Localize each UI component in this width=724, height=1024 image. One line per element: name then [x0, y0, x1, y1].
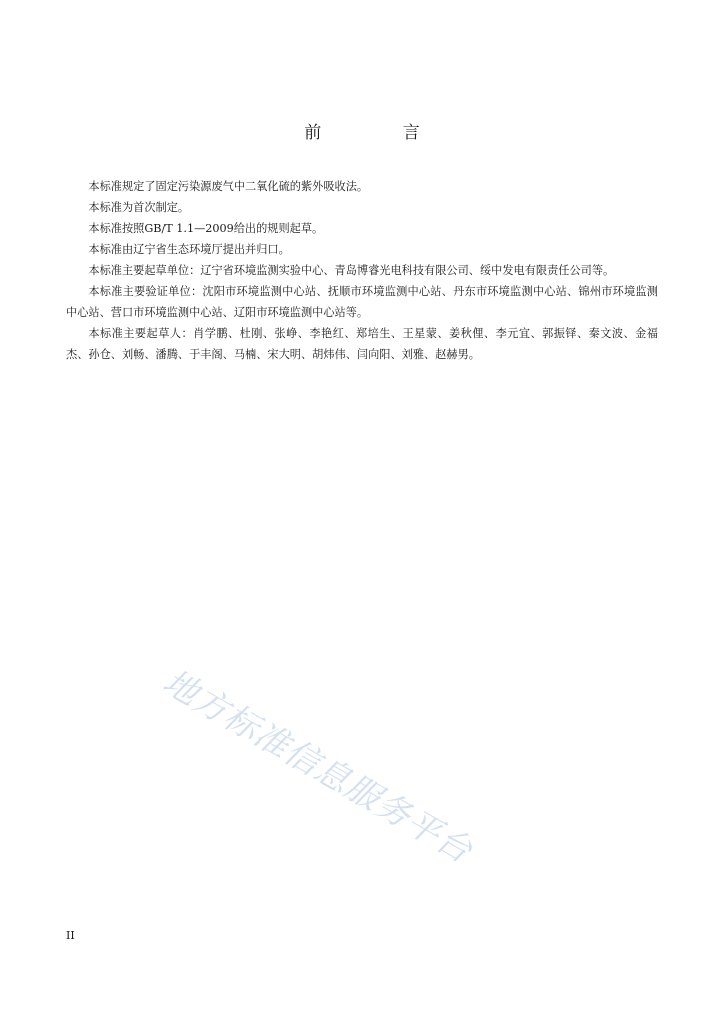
paragraph-verification-units: 本标准主要验证单位：沈阳市环境监测中心站、抚顺市环境监测中心站、丹东市环境监测中心站、锦州市环境监测中心站、营口市环境监测中心站、辽阳市环境监测中心站等。: [66, 285, 658, 319]
page-title: 前 言: [304, 123, 458, 143]
paragraph-first-edition: 本标准为首次制定。: [88, 201, 190, 214]
paragraph-scope: 本标准规定了固定污染源废气中二氧化硫的紫外吸收法。: [88, 180, 369, 193]
paragraph-drafting-units: 本标准主要起草单位：辽宁省环境监测实验中心、青岛博睿光电科技有限公司、绥中发电有限责任公司等。: [88, 264, 615, 277]
paragraph-drafting-rules: 本标准按照GB/T 1.1—2009给出的规则起草。: [88, 222, 324, 235]
watermark: 地方标准信息服务平台: [156, 661, 480, 872]
paragraph-drafters: 本标准主要起草人：肖学鹏、杜刚、张峥、李艳红、郑培生、王星蒙、姜秋俚、李元宜、郭振铎、秦文波、金福杰、孙仓、刘畅、潘腾、于丰阁、马楠、宋大明、胡炜伟、闫向阳、刘雅、赵赫男。: [66, 327, 658, 361]
foreword-body: [66, 176, 658, 365]
paragraph-proposer: 本标准由辽宁省生态环境厅提出并归口。: [88, 243, 290, 256]
page-number: II: [66, 929, 75, 942]
